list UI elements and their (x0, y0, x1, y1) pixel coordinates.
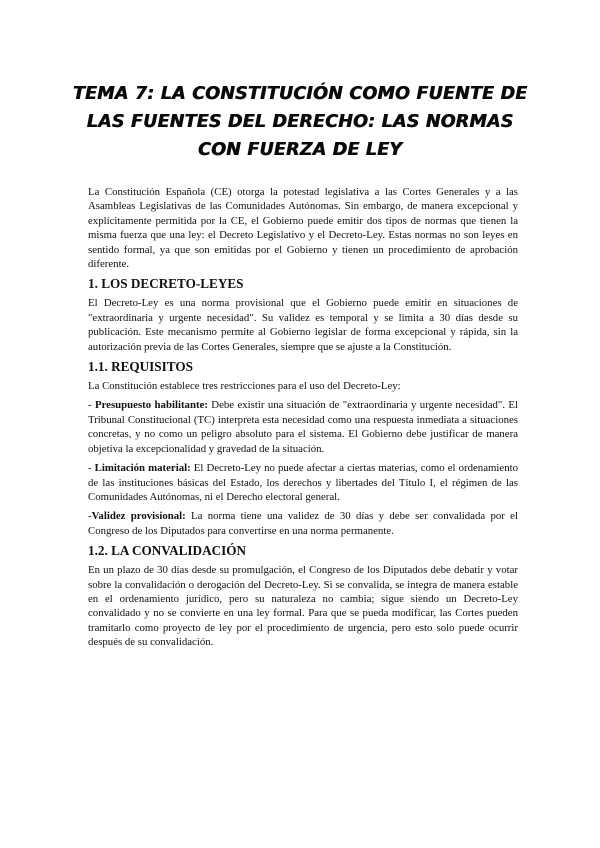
intro-paragraph: La Constitución Española (CE) otorga la potestad legislativa a las Cortes Generales y a las Asambleas Legislativas de las Comunidades Autónomas. Sin embargo, de manera excepcional y explícitamente permitida por la CE, el Gobierno puede emitir dos tipos de normas que tienen la misma fuerza que una ley: el Decreto Legislativo y el Decreto-Ley. Estas normas no son leyes en sentido formal, ya que son emitidas por el Gobierno y tienen un procedimiento de aprobación diferente. (88, 186, 518, 271)
requirement-text: La norma tiene una validez de 30 días y debe ser convalidada por el Congreso de los Diputados para convertirse en una norma permanente. (88, 510, 518, 537)
requirement-prefix: - (88, 462, 95, 475)
requirement-text: El Decreto-Ley no puede afectar a ciertas materias, como el ordenamiento de las instituciones básicas del Estado, los derechos y libertades del Título I, el régimen de las Comunidades Autónomas, ni el Derecho electoral general. (88, 462, 518, 503)
requirement-term: Limitación material: (94, 462, 191, 475)
page-title (60, 80, 540, 164)
requirement-prefix: - (88, 399, 95, 412)
requirement-text: Debe existir una situación de "extraordinaria y urgente necesidad". El Tribunal Constitucional (TC) interpreta esta necesidad como una respuesta inmediata a situaciones concretas, y no como un peligro absoluto para el sistema. El Gobierno debe justificar de manera objetiva la excepcionalidad y gravedad de la situación. (88, 399, 519, 455)
requirement-item (88, 509, 518, 538)
section-1-1-intro: La Constitución establece tres restricciones para el uso del Decreto-Ley: (88, 380, 401, 393)
requirement-item (88, 398, 518, 456)
document-body (88, 185, 518, 655)
requirement-item (88, 461, 518, 504)
title-line-3: CON FUERZA DE LEY (197, 140, 403, 160)
section-1-paragraph: El Decreto-Ley es una norma provisional que el Gobierno puede emitir en situaciones de "extraordinaria y urgente necesidad". Su validez es temporal y se limita a 30 días desde su publicación. Este mecanismo permite al Gobierno legislar de forma excepcional y rápida, sin la autorización previa de las Cortes Generales, siempre que se ajuste a la Constitución. (88, 297, 518, 353)
section-1-2-heading: 1.2. LA CONVALIDACIÓN (88, 543, 247, 559)
title-line-1: TEMA 7: LA CONSTITUCIÓN COMO FUENTE DE (72, 84, 528, 104)
section-1-heading: 1. LOS DECRETO-LEYES (88, 276, 244, 292)
title-line-2: LAS FUENTES DEL DERECHO: LAS NORMAS (86, 112, 514, 132)
requirement-term: Validez provisional: (91, 510, 186, 523)
requirement-term: Presupuesto habilitante: (94, 399, 208, 412)
requirement-prefix: - (88, 510, 92, 523)
section-1-1-heading: 1.1. REQUISITOS (88, 359, 193, 375)
section-1-2-paragraph: En un plazo de 30 días desde su promulgación, el Congreso de los Diputados debe debatir y votar sobre la convalidación o derogación del Decreto-Ley. Si se convalida, se integra de manera estable en el ordenamiento jurídico, pero su naturaleza no cambia; sigue siendo un Decreto-Ley convalidado y no se convierte en una ley formal. Para que se pueda modificar, las Cortes pueden tramitarlo como proyecto de ley por el procedimiento de urgencia, pero esto solo puede ocurrir después de su convalidación. (88, 564, 518, 649)
